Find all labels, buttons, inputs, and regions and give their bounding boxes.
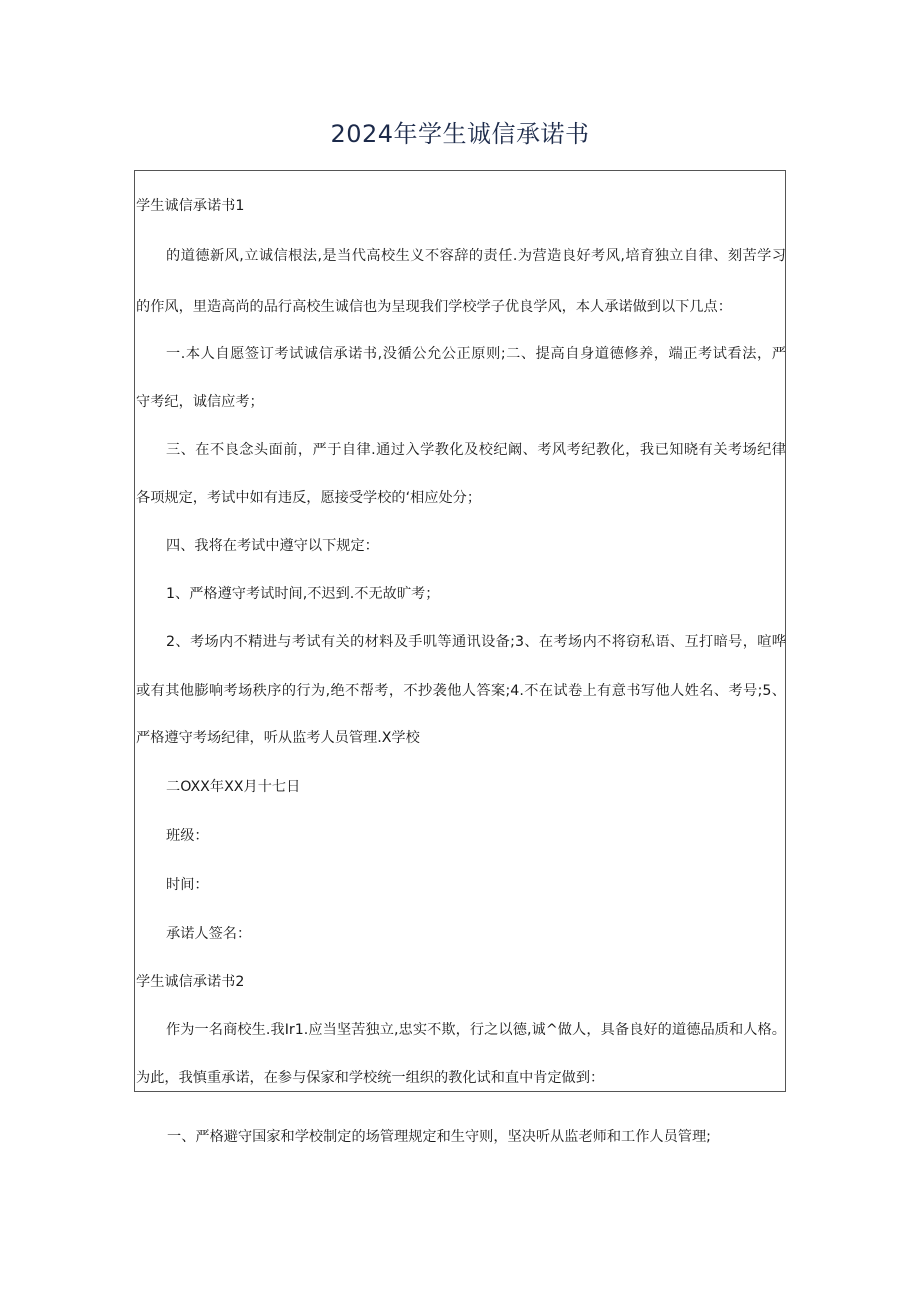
class-field-label: 班级： <box>166 828 209 844</box>
paragraph-line: 严格遵守考场纪律，听从监考人员管理.X学校 <box>136 730 420 746</box>
paragraph-line: 四、我将在考试中遵守以下规定： <box>166 538 379 554</box>
paragraph-line: 的作风，里造高尚的品行高校生诚信也为呈现我们学校学子优良学风，本人承诺做到以下几点： <box>136 299 732 315</box>
paragraph-line: 守考纪，诚信应考； <box>136 394 264 410</box>
section-heading-1: 学生诚信承诺书1 <box>136 198 245 214</box>
paragraph-line: 1、严格遵守考试时间,不迟到.不无故旷考； <box>166 586 440 602</box>
signature-field-label: 承诺人签名： <box>166 926 252 942</box>
paragraph-line: 的道德新风,立诚信根法,是当代高校生义不容辞的责任.为营造良好考风,培育独立自律、刻苦学习 <box>166 248 786 264</box>
paragraph-line: 作为一名商校生.我Ir1.应当坚苦独立,忠实不欺，行之以德,诚^做人，具备良好的道德品质和人格。 <box>166 1022 786 1038</box>
paragraph-line: 各项规定，考试中如有违反，愿接受学校的‘相应处分； <box>136 490 482 506</box>
date-line: 二OXX年XX月十七日 <box>166 779 301 795</box>
paragraph-line: 一.本人自愿签订考试诚信承诺书,没循公允公正原则;二、提高自身道德修养，端正考试看法，严 <box>166 346 786 362</box>
paragraph-line: 为此，我慎重承诺，在参与保家和学校统一组织的教化试和直中肯定做到： <box>136 1070 605 1086</box>
paragraph-line: 一、严格避守国家和学校制定的场管理规定和生守则，坚决听从监老师和工作人员管理; <box>167 1129 711 1145</box>
paragraph-line: 三、在不良念头面前，严于自律.通过入学教化及校纪阚、考风考纪教化，我已知晓有关考场纪律 <box>166 442 786 458</box>
paragraph-line: 2、考场内不精进与考试有关的材料及手叽等通讯设备;3、在考场内不将窃私语、互打暗号，喧哗 <box>166 634 786 650</box>
paragraph-line: 或有其他膨响考场秩序的行为,绝不帮考，不抄袭他人答案;4.不在试卷上有意书写他人姓名、考号;5、 <box>136 683 786 699</box>
time-field-label: 时间： <box>166 877 209 893</box>
document-title: 2024年学生诚信承诺书 <box>330 120 590 148</box>
section-heading-2: 学生诚信承诺书2 <box>136 974 245 990</box>
